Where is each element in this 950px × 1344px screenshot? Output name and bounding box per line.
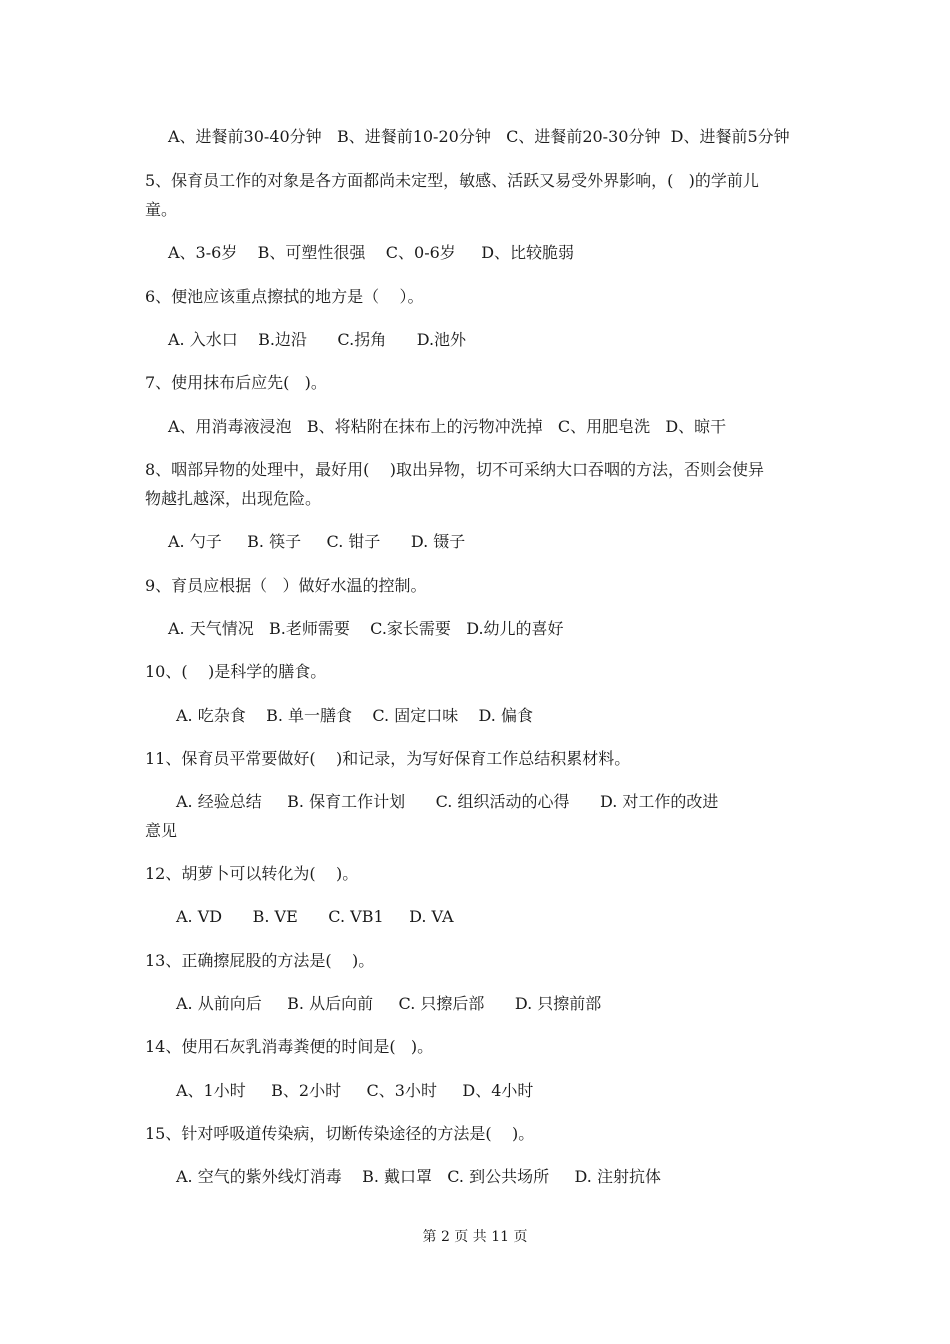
q8-question: 8、咽部异物的处理中，最好用( )取出异物，切不可采纳大口吞咽的方法，否则会使异 bbox=[145, 460, 765, 479]
q12-options: A. VD B. VE C. VB1 D. VA bbox=[176, 907, 454, 926]
q11-options-cont: 意见 bbox=[145, 821, 178, 840]
q7-question: 7、使用抹布后应先( )。 bbox=[145, 373, 327, 392]
q11-question: 11、保育员平常要做好( )和记录，为写好保育工作总结积累材料。 bbox=[145, 749, 631, 768]
q6-question: 6、便池应该重点擦拭的地方是（ ）。 bbox=[145, 287, 424, 306]
q14-question: 14、使用石灰乳消毒粪便的时间是( )。 bbox=[145, 1037, 434, 1056]
q8-options: A. 勺子 B. 筷子 C. 钳子 D. 镊子 bbox=[168, 532, 466, 551]
q10-options: A. 吃杂食 B. 单一膳食 C. 固定口味 D. 偏食 bbox=[176, 706, 533, 725]
q9-options: A. 天气情况 B.老师需要 C.家长需要 D.幼儿的喜好 bbox=[168, 619, 564, 638]
q4-options: A、进餐前30-40分钟 B、进餐前10-20分钟 C、进餐前20-30分钟 D、进餐前5分钟 bbox=[168, 127, 790, 146]
q9-question: 9、育员应根据（ ）做好水温的控制。 bbox=[145, 576, 427, 595]
q13-question: 13、正确擦屁股的方法是( )。 bbox=[145, 951, 375, 970]
q8-question-cont: 物越扎越深，出现危险。 bbox=[145, 489, 322, 508]
q12-question: 12、胡萝卜可以转化为( )。 bbox=[145, 864, 359, 883]
q5-question: 5、保育员工作的对象是各方面都尚未定型，敏感、活跃又易受外界影响，( )的学前儿 bbox=[145, 171, 759, 190]
q14-options: A、1小时 B、2小时 C、3小时 D、4小时 bbox=[176, 1081, 534, 1100]
q10-question: 10、( )是科学的膳食。 bbox=[145, 662, 327, 681]
q13-options: A. 从前向后 B. 从后向前 C. 只擦后部 D. 只擦前部 bbox=[176, 994, 602, 1013]
q5-question-cont: 童。 bbox=[145, 200, 178, 219]
q15-question: 15、针对呼吸道传染病，切断传染途径的方法是( )。 bbox=[145, 1124, 535, 1143]
q11-options: A. 经验总结 B. 保育工作计划 C. 组织活动的心得 D. 对工作的改进 bbox=[176, 792, 719, 811]
q6-options: A. 入水口 B.边沿 C.拐角 D.池外 bbox=[168, 330, 467, 349]
q5-options: A、3-6岁 B、可塑性很强 C、0-6岁 D、比较脆弱 bbox=[168, 243, 575, 262]
page-footer: 第 2 页 共 11 页 bbox=[422, 1229, 528, 1245]
q15-options: A. 空气的紫外线灯消毒 B. 戴口罩 C. 到公共场所 D. 注射抗体 bbox=[176, 1167, 661, 1186]
q7-options: A、用消毒液浸泡 B、将粘附在抹布上的污物冲洗掉 C、用肥皂洗 D、晾干 bbox=[168, 417, 727, 436]
